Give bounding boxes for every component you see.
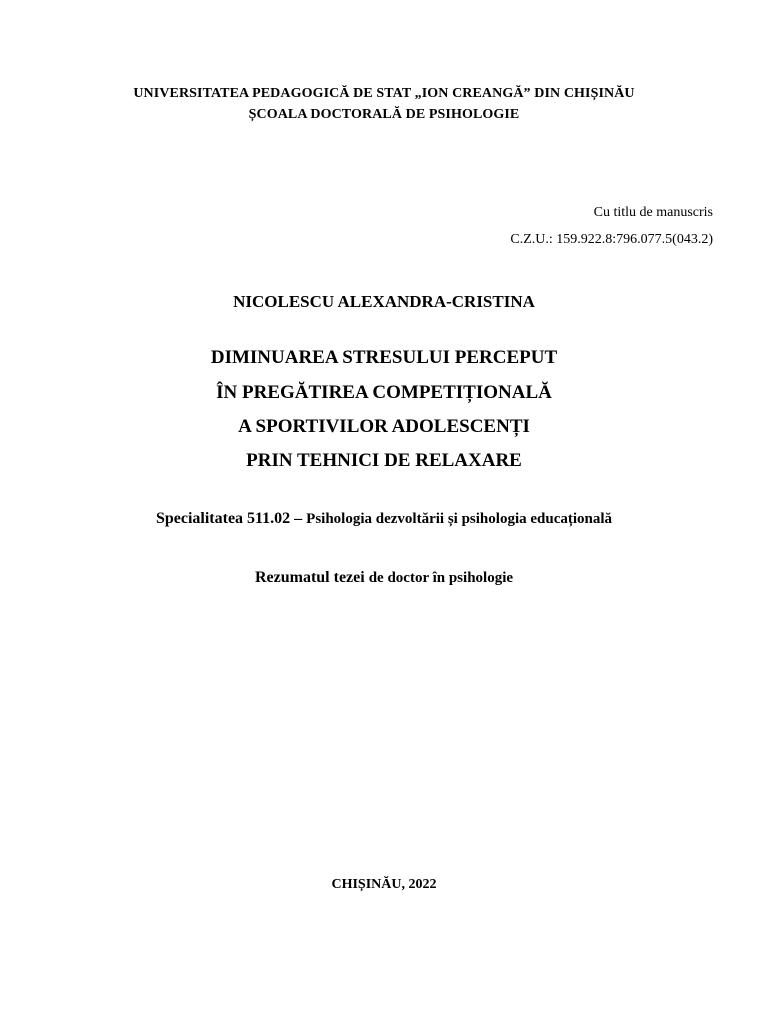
summary-line — [0, 569, 768, 587]
specialty-code: Specialitatea 511.02 – — [155, 510, 303, 527]
czu-code: C.Z.U.: 159.922.8:796.077.5(043.2) — [510, 232, 713, 247]
specialty-field: Psihologia dezvoltării și psihologia educațională — [306, 511, 613, 527]
university-name: UNIVERSITATEA PEDAGOGICĂ DE STAT „ION CREANGĂ” DIN CHIȘINĂU — [133, 86, 635, 101]
author-name: NICOLESCU ALEXANDRA-CRISTINA — [233, 292, 535, 311]
summary-degree: de doctor în psihologie — [368, 570, 514, 586]
doctoral-school-name: ȘCOALA DOCTORALĂ DE PSIHOLOGIE — [248, 107, 520, 122]
thesis-title-line-2: ÎN PREGĂTIREA COMPETIȚIONALĂ — [216, 382, 552, 403]
specialty-line — [0, 510, 768, 528]
thesis-title-line-3: A SPORTIVILOR ADOLESCENȚI — [238, 416, 530, 437]
manuscript-note: Cu titlu de manuscris — [593, 205, 713, 220]
thesis-title-line-1: DIMINUAREA STRESULUI PERCEPUT — [210, 347, 558, 368]
thesis-title-line-4: PRIN TEHNICI DE RELAXARE — [246, 450, 522, 471]
summary-lead: Rezumatul tezei — [254, 569, 365, 586]
place-and-year: CHIȘINĂU, 2022 — [331, 877, 437, 892]
